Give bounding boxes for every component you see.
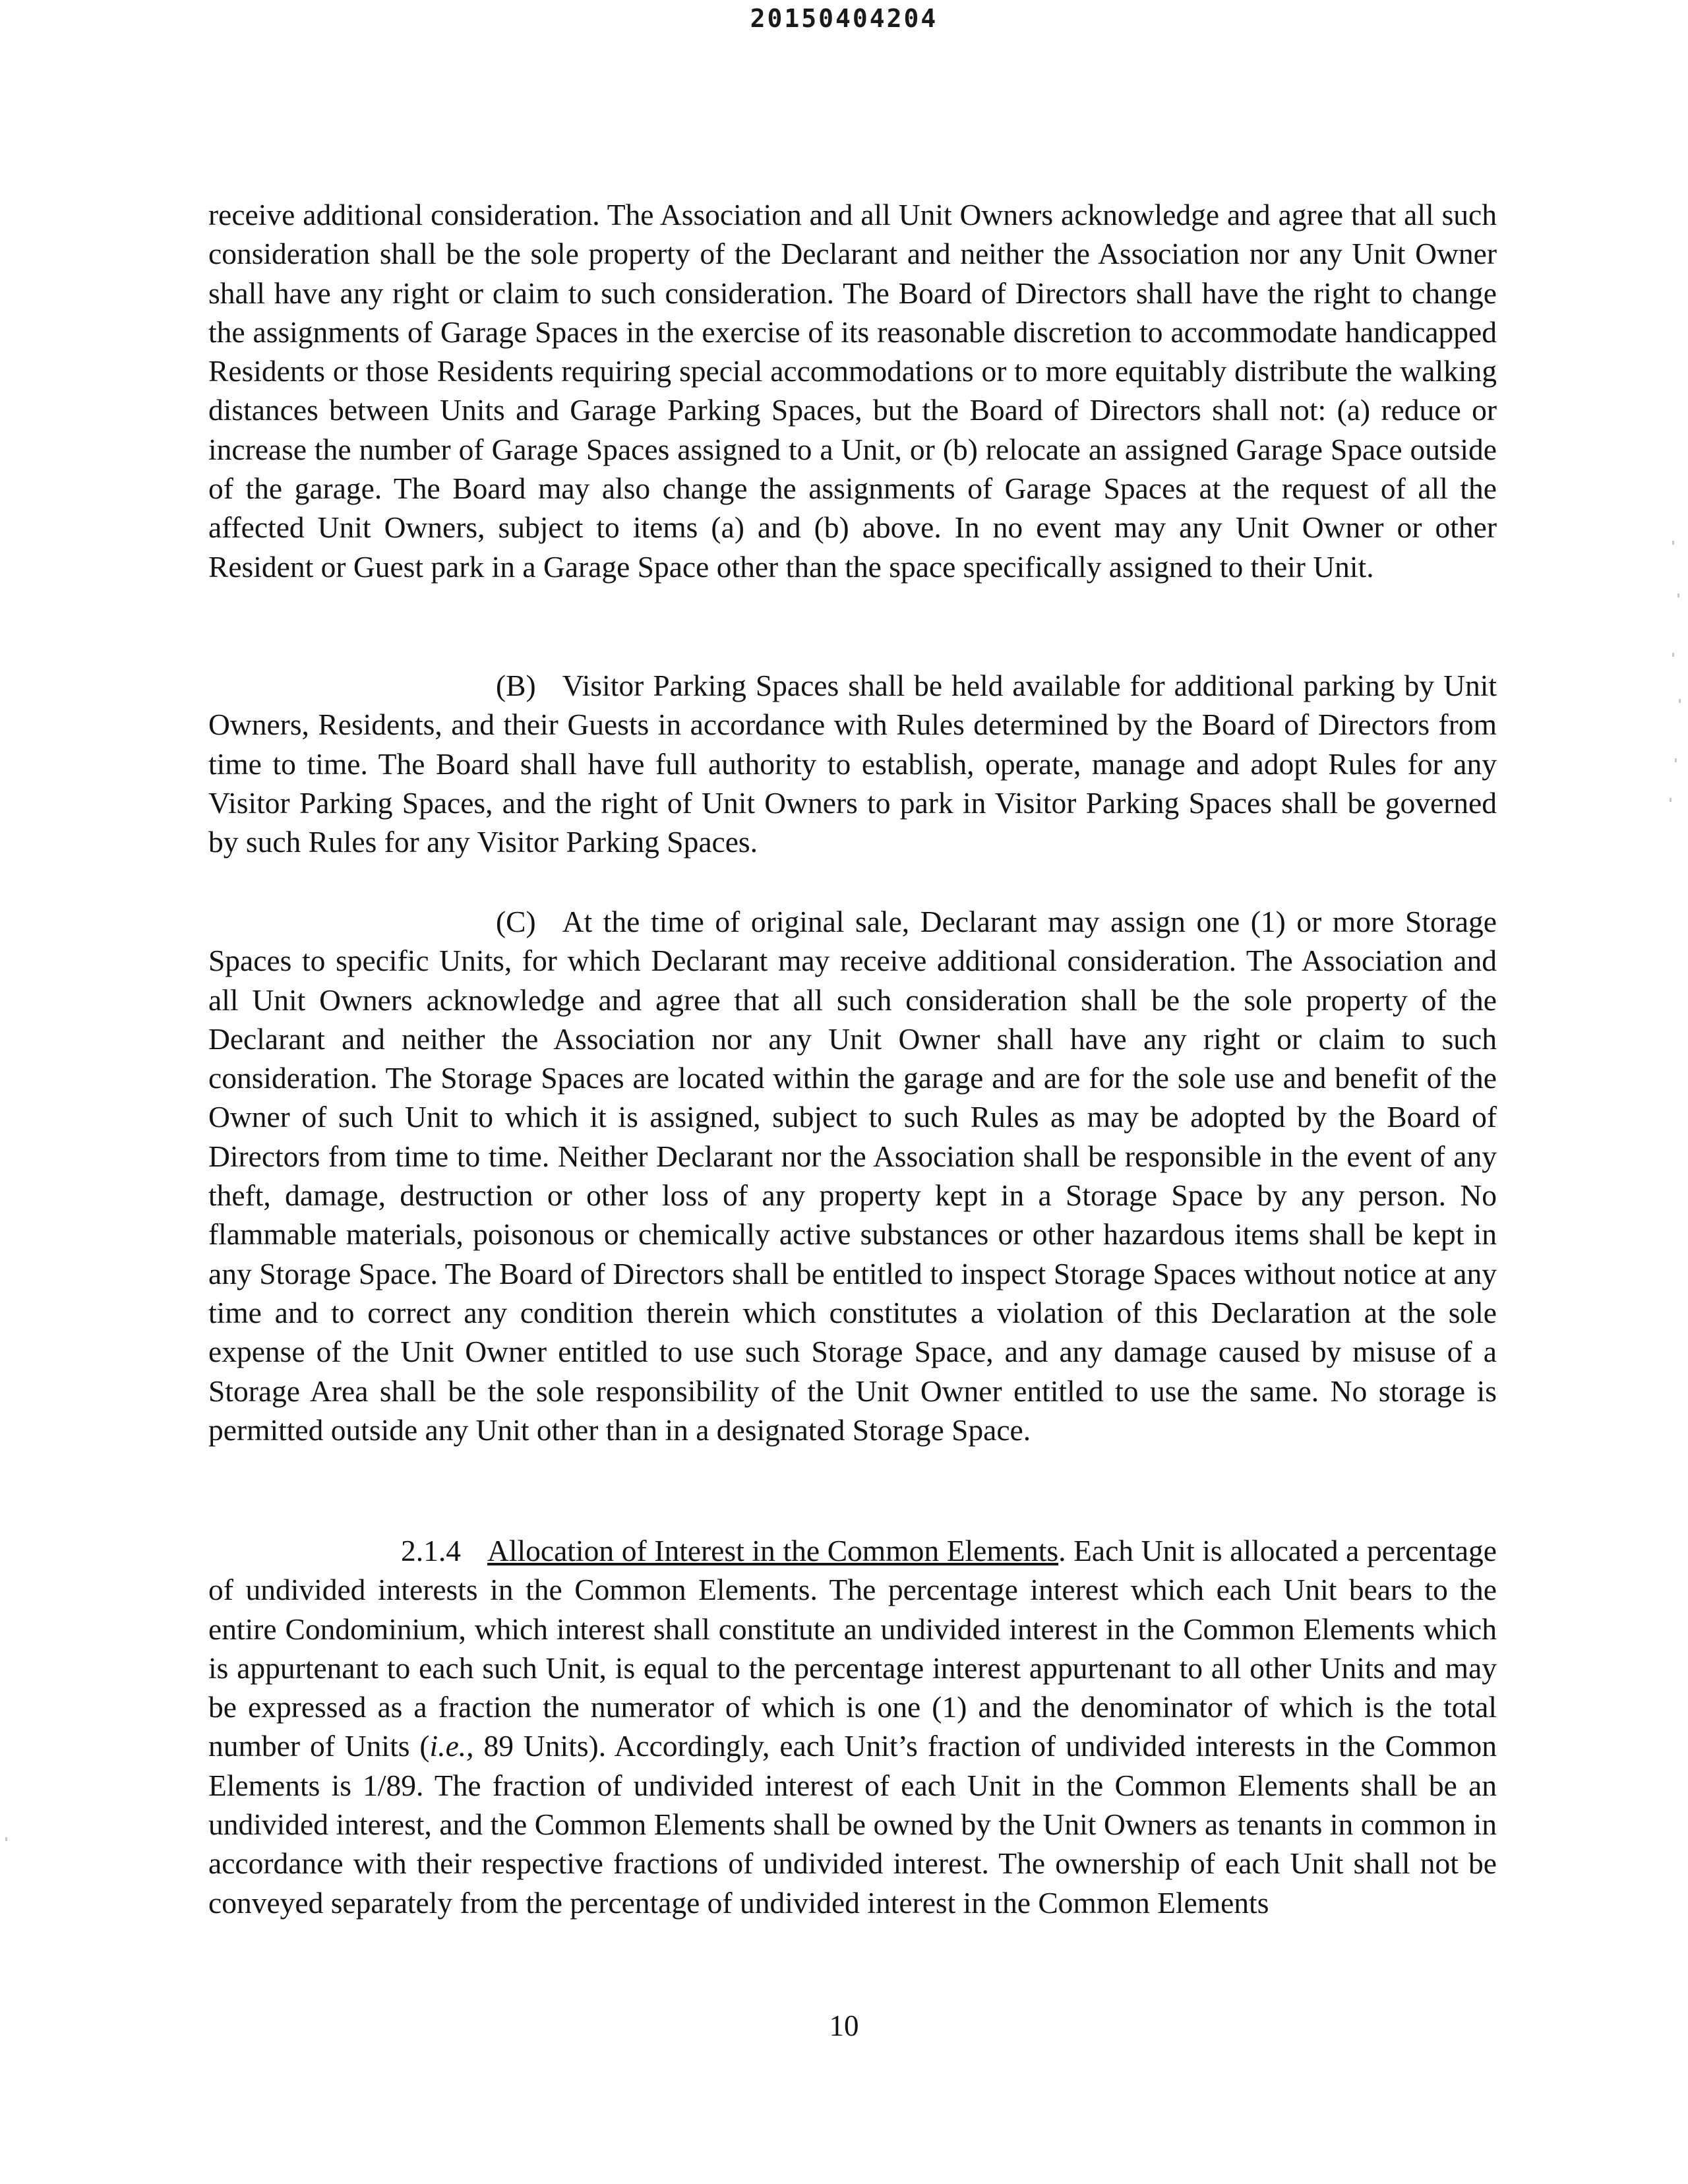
paragraph-body xyxy=(208,1531,1497,1922)
page-number: 10 xyxy=(829,2009,859,2042)
scan-artifact xyxy=(1670,798,1672,802)
scan-artifact xyxy=(1672,541,1674,545)
scan-artifact xyxy=(1675,758,1677,762)
section-allocation-of-interest xyxy=(208,1531,1497,1922)
paragraph-label: (C) xyxy=(496,905,536,938)
section-text-italic: i.e., xyxy=(429,1729,474,1763)
paragraph-label: (B) xyxy=(496,669,536,702)
section-heading: Allocation of Interest in the Common Elements xyxy=(487,1534,1059,1567)
paragraph-garage-assignments xyxy=(208,195,1497,586)
scan-artifact xyxy=(1677,593,1679,597)
paragraph-body xyxy=(208,666,1497,861)
section-text-part2: 89 Units). Accordingly, each Unit’s fraction of undivided interests in the Common Elements is 1/89. The fraction of undivided interest of each Unit in the Common Elements shall be an undivided interest, and the Common Elements shall be owned by the Unit Owners as tenants in common in accordance with their respective fractions of undivided interest. The ownership of each Unit shall not be conveyed separately from the percentage of undivided interest in the Common Elements xyxy=(208,1729,1497,1920)
section-text-part1: . Each Unit is allocated a percentage of undivided interests in the Common Elements. The percentage interest which each Unit bears to the entire Condominium, which interest shall constitute an undivided interest in the Common Elements which is appurtenant to each such Unit, is equal to the percentage interest appurtenant to all other Units and may be expressed as a fraction the numerator of which is one (1) and the denominator of which is the total number of Units ( xyxy=(208,1534,1497,1763)
paragraph-text: receive additional consideration. The Association and all Unit Owners acknowledge and agree that all such consideration shall be the sole property of the Declarant and neither the Association nor any Unit Owner shall have any right or claim to such consideration. The Board of Directors shall have the right to change the assignments of Garage Spaces in the exercise of its reasonable discretion to accommodate handicapped Residents or those Residents requiring special accommodations or to more equitably distribute the walking distances between Units and Garage Parking Spaces, but the Board of Directors shall not: (a) reduce or increase the number of Garage Spaces assigned to a Unit, or (b) relocate an assigned Garage Space outside of the garage. The Board may also change the assignments of Garage Spaces at the request of all the affected Unit Owners, subject to items (a) and (b) above. In no event may any Unit Owner or other Resident or Guest park in a Garage Space other than the space specifically assigned to their Unit. xyxy=(208,198,1497,584)
paragraph-text: At the time of original sale, Declarant may assign one (1) or more Storage Spaces to specific Units, for which Declarant may receive additional consideration. The Association and all Unit Owners acknowledge and agree that all such consideration shall be the sole property of the Declarant and neither the Association nor any Unit Owner shall have any right or claim to such consideration. The Storage Spaces are located within the garage and are for the sole use and benefit of the Owner of such Unit to which it is assigned, subject to such Rules as may be adopted by the Board of Directors from time to time. Neither Declarant nor the Association shall be responsible in the event of any theft, damage, destruction or other loss of any property kept in a Storage Space by any person. No flammable materials, poisonous or chemically active substances or other hazardous items shall be kept in any Storage Space. The Board of Directors shall be entitled to inspect Storage Spaces without notice at any time and to correct any condition therein which constitutes a violation of this Declaration at the sole expense of the Unit Owner entitled to use such Storage Space, and any damage caused by misuse of a Storage Area shall be the sole responsibility of the Unit Owner entitled to use the same. No storage is permitted outside any Unit other than in a designated Storage Space. xyxy=(208,905,1497,1447)
section-number: 2.1.4 xyxy=(401,1534,461,1567)
scan-artifact xyxy=(1679,699,1681,703)
document-number: 20150404204 xyxy=(750,4,938,33)
scan-artifact xyxy=(5,1837,7,1841)
paragraph-visitor-parking xyxy=(208,666,1497,861)
paragraph-storage-spaces xyxy=(208,902,1497,1449)
paragraph-body xyxy=(208,902,1497,1449)
scan-artifact xyxy=(1672,653,1674,657)
paragraph-text: Visitor Parking Spaces shall be held available for additional parking by Unit Owners, Residents, and their Guests in accordance with Rules determined by the Board of Directors from time to time. The Board shall have full authority to establish, operate, manage and adopt Rules for any Visitor Parking Spaces, and the right of Unit Owners to park in Visitor Parking Spaces shall be governed by such Rules for any Visitor Parking Spaces. xyxy=(208,669,1497,859)
